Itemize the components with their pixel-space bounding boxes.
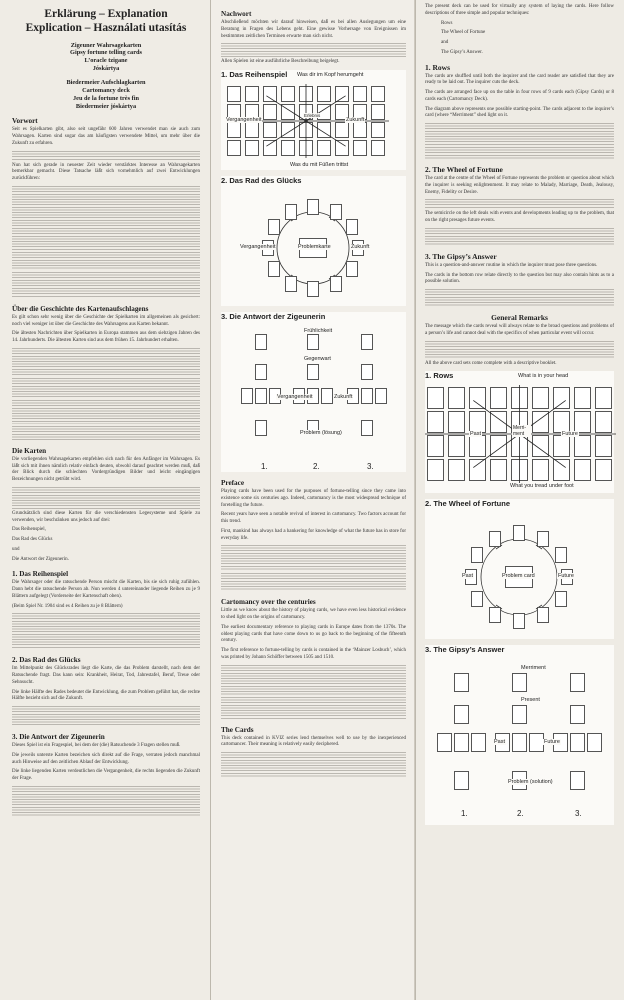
paragraph: Allen Spielen ist eine ausführliche Beschreibung beigelegt.: [221, 59, 340, 65]
number-2: 2.: [313, 462, 320, 471]
deck-name-2: Biedermeier Aufschlagkarten Cartomancy deck Jeu de la fortune très fin Biedermeier jóskártya: [66, 79, 146, 110]
card-slot: [268, 261, 280, 277]
paragraph: Nun hat sich gerade in neuester Zeit wieder verstärktes Interesse an Wahrsagekarten bemerkbar gemacht. Diese Tatsache läßt sich vornehmlich auf zwei Entwicklungen zurückführen:: [12, 162, 200, 182]
column-german-intro: [0, 0, 210, 1000]
label-right: Future: [562, 431, 578, 438]
card-slot: [513, 525, 525, 541]
heading-vorwort: Vorwort: [12, 117, 38, 126]
paragraph: The cards in the bottom row relate directly to the question but may also contain hints as to a possible solution.: [425, 272, 614, 285]
label-left: Past: [462, 573, 474, 580]
list-item: The Gipsy’s Answer.: [441, 49, 483, 55]
card-slot: [454, 705, 469, 724]
paragraph: This deck contained in KVIZ series lend themselves well to use by the inexperienced cartomancer. Their meaning is relatively easily deciphered.: [221, 735, 406, 748]
card-slot: [512, 673, 527, 692]
card-slot: [471, 547, 483, 563]
heading-centuries: Cartomancy over the centuries: [221, 598, 316, 607]
label-center: Problemkarte: [298, 244, 331, 250]
label-bottom: What you tread under foot: [510, 483, 574, 490]
card-slot: [307, 364, 319, 380]
paragraph: The message which the cards reveal will always relate to the broad questions and problems of a person’s life and cannot deal with the specifics of when particular event will occur.: [425, 324, 614, 336]
card-slot: [570, 673, 585, 692]
label-left: Vergangenheit: [240, 244, 276, 250]
list-item: und: [12, 546, 20, 552]
paragraph: The present deck can be used for virtually any system of laying the cards. Here follow descriptions of three simple and popular techniques:: [425, 4, 614, 16]
diagram-title: 1. Das Reihenspiel: [221, 70, 288, 79]
card-slot: [512, 733, 527, 752]
paragraph: Little as we know about the history of playing cards, we have even less historical evidence to shed light on the origins of cartomancy.: [221, 608, 406, 620]
card-slot: [361, 364, 373, 380]
paragraph: (Beim Spiel Nr. 1904 sind es 4 Reihen zu je 8 Blättern): [12, 603, 123, 609]
heading-reihenspiel: 1. Das Reihenspiel: [12, 570, 69, 579]
diagram-title: 2. The Wheel of Fortune: [425, 499, 511, 509]
paragraph: Die linke Hälfte des Rades bedeutet die Entwicklung, die zum Problem geführt hat, die rechte Hälfte bezieht sich auf die Zukunft.: [12, 689, 200, 702]
list-item: Die Antwort der Zigeunerin.: [12, 556, 69, 562]
heading-rows: 1. Rows: [425, 62, 451, 72]
heading-general: General Remarks: [491, 313, 548, 322]
paragraph: Die Wahrsager oder die ratsuchende Person mischt die Karten, bis sie sich ruhig zufühlen. Dann hebt die ratsuchende Person ab. Nun werden 4 untereinander liegende Reihen zu je 9 Blättern aufgelegt (Vorderseite der Kartenschaft oben).: [12, 580, 200, 599]
card-slot: [489, 531, 501, 547]
diagram-reihenspiel: [221, 70, 406, 170]
heading-preface: Preface: [221, 479, 245, 487]
card-slot: [321, 388, 333, 404]
card-slot: [587, 733, 602, 752]
card-slot: [454, 733, 469, 752]
card-slot: [454, 673, 469, 692]
label-left: Vergangenheit: [277, 394, 313, 400]
paragraph: Die linke liegenden Karten verdeutlichen die Vergangenheit, die rechts liegenden die Zukunft der Frage.: [12, 769, 200, 782]
paragraph: All the above card sets come complete with a descriptive booklet.: [425, 360, 557, 366]
column-german-diagrams: [210, 0, 415, 1000]
card-slot: [361, 388, 373, 404]
card-slot: [375, 388, 387, 404]
paragraph: Grundsätzlich sind diese Karten für die verschiedensten Legesysteme und Spiele zu verwenden, wir beschränken uns jedoch auf drei:: [12, 510, 200, 523]
label-top: Was dir im Kopf herumgeht: [297, 72, 364, 78]
number-1: 1.: [461, 809, 468, 819]
paragraph: This is a question-and-answer routine in which the inquirer must pose three questions.: [425, 262, 598, 268]
label-right: Future: [558, 573, 574, 580]
column-english: [415, 0, 624, 1000]
label-left: Past: [470, 431, 482, 438]
diagram-title: 1. Rows: [425, 371, 454, 381]
card-slot: [285, 276, 297, 292]
card-slot: [307, 334, 319, 350]
card-slot: [454, 771, 469, 790]
card-slot: [285, 204, 297, 220]
list-item: Das Reihenspiel,: [12, 527, 46, 533]
deck-name-1: Zigeuner Wahrsagekarten Gipsy fortune telling cards L’oracle tzigane Jóskártya: [70, 41, 142, 73]
card-slot: [471, 591, 483, 607]
paragraph: Dieses Spiel ist ein Fragespiel, bei dem der (die) Ratsuchende 3 Fragen stellen muß.: [12, 743, 181, 749]
paragraph: First, mankind has always had a hankering for knowledge of what the future has in store for everyday life.: [221, 528, 406, 541]
card-slot: [537, 531, 549, 547]
card-slot: [330, 204, 342, 220]
label-right: Future: [544, 739, 560, 746]
card-slot: [255, 420, 267, 436]
paragraph: Seit es Spielkarten gibt, also seit ungefähr 600 Jahren verwendet man sie auch zum Wahrsagen. Karten sind sogar das am häufigsten verwendete Mittel, um mehr über die Zukunft zu erfahren.: [12, 127, 200, 146]
heading-antwort: 3. Die Antwort der Zigeunerin: [12, 733, 105, 742]
paragraph: Es gilt schon sehr wenig über die Geschichte der Spielkarten im allgemeinen als gesichert: noch viel weniger ist über die Geschichte des Wahrsagens aus Karten bekannt.: [12, 314, 200, 327]
heading-karten: Die Karten: [12, 446, 47, 455]
paragraph: Recent years have seen a notable revival of interest in cartomancy. Two factors account for this trend.: [221, 512, 406, 524]
diagram-gipsys-answer: [425, 645, 614, 825]
label-mid: Present: [521, 697, 540, 704]
number-2: 2.: [517, 809, 524, 819]
paragraph: Die vorliegenden Wahrsagekarten empfehlen sich nach für den Anfänger im Wahrsagen. Es läßt sich mit ihnen nämlich relativ einfach deuten, obwohl darauf geachtet werden muß, daß der Blick durch die schlechten Vordergründigen Bilder und leicht eingängigen Bezeichnungen nicht getrübt wird.: [12, 456, 200, 483]
card-slot: [241, 388, 253, 404]
card-slot: [255, 364, 267, 380]
card-slot: [255, 334, 267, 350]
list-item: and: [441, 40, 449, 45]
number-3: 3.: [367, 462, 374, 471]
label-mid: Gegenwart: [304, 356, 331, 362]
number-1: 1.: [261, 462, 268, 471]
label-bottom: Was du mit Füßen trittst: [290, 162, 349, 168]
diagram-rows: [425, 371, 614, 493]
number-3: 3.: [575, 809, 582, 819]
heading-cards: The Cards: [221, 725, 254, 734]
card-slot: [437, 733, 452, 752]
list-item: Das Rad des Glücks: [12, 537, 53, 543]
paragraph: The semicircle on the left deals with events and developments leading up to the problem, that on the right presages future events.: [425, 211, 614, 223]
card-slot: [255, 388, 267, 404]
sheet-title-2: Explication – Használati utasítás: [25, 21, 187, 34]
list-item: The Wheel of Fortune: [441, 30, 486, 36]
card-slot: [268, 219, 280, 235]
paragraph: The cards are arranged face up on the table in four rows of 9 cards each (Gipsy Cards) or 8 cards each (Cartomancy Deck).: [425, 90, 614, 102]
heading-geschichte: Über die Geschichte des Kartenaufschlagens: [12, 304, 149, 313]
paragraph: Die ältesten Nachrichten über Spielkarten in Europa stammen aus dem siebzigen Jahren des 14. Jahrhunderts. Die ältesten Karten sind aus dem frühen 15. Jahrhundert erhalten.: [12, 331, 200, 344]
paragraph: The card at the centre of the Wheel of Fortune represents the problem or question about which the inquirer is seeking enlightenment. It may relate to Malady, Marriage, Death, Jealousy, Enemy, Fidelity or Desire.: [425, 176, 614, 195]
label-center: Merri-ment: [512, 425, 531, 437]
paragraph: Die jeweils unterste Karten bezeichen sich direkt auf die Frage, verraten jedoch manchmal auch Hinweise auf den zeitlichen Ablauf der Entwicklung.: [12, 752, 200, 765]
card-slot: [555, 547, 567, 563]
card-slot: [307, 281, 319, 297]
paragraph: The cards are shuffled until both the inquirer and the card reader are satisfied that they are ready to be laid out. The inquirer cuts the deck.: [425, 73, 614, 86]
card-slot: [537, 607, 549, 623]
label-right: Zukunft: [346, 117, 365, 123]
paragraph: Im Mittelpunkt des Glücksrades liegt die Karte, die das Problem darstellt, nach dem der Ratsuchende fragt. Das kann sein: Krankheit, Heirat, Tod, Jahrestafel, Beruf, Treue oder Sehnsucht.: [12, 666, 200, 685]
card-slot: [471, 733, 486, 752]
label-center: Erlebnis: [304, 113, 321, 118]
diagram-title: 3. The Gipsy’s Answer: [425, 645, 505, 655]
label-left: Vergangenheit: [226, 117, 262, 123]
paragraph: The first reference to fortune-telling by cards is contained in the ‘Mainzer Losbuch’, which was printed by Johann Schöffer between 1505 and 1510.: [221, 648, 406, 660]
card-slot: [361, 334, 373, 350]
fold-line: [415, 0, 416, 1000]
card-slot: [570, 733, 585, 752]
label-bottom: Problem (lösung): [300, 430, 342, 436]
label-top: Frühlichkeit: [304, 328, 333, 334]
fold-line: [210, 0, 211, 1000]
label-right: Zukunft: [334, 394, 353, 400]
heading-nachwort: Nachwort: [221, 10, 252, 18]
paragraph: The diagram above represents one possible starting-point. The cards adjacent to the inquirer’s card (where “Merriment” shed light on it.: [425, 106, 614, 119]
diagram-title: 3. Die Antwort der Zigeunerin: [221, 312, 326, 321]
card-slot: [555, 591, 567, 607]
diagram-rad-des-gluecks: [221, 176, 406, 306]
heading-rad: 2. Das Rad des Glücks: [12, 656, 81, 665]
label-top: What is in your head: [518, 373, 569, 380]
card-slot: [361, 420, 373, 436]
card-slot: [570, 705, 585, 724]
card-slot: [489, 607, 501, 623]
card-slot: [346, 261, 358, 277]
label-right: Zukunft: [351, 244, 370, 250]
diagram-antwort: [221, 312, 406, 472]
heading-wheel: 2. The Wheel of Fortune: [425, 165, 503, 174]
card-slot: [513, 613, 525, 629]
label-center: Problem card: [502, 573, 535, 580]
heading-gipsy: 3. The Gipsy’s Answer: [425, 251, 497, 261]
label-left: Past: [494, 739, 506, 746]
card-slot: [330, 276, 342, 292]
list-item: Rows: [441, 20, 453, 26]
card-slot: [512, 705, 527, 724]
paragraph: Abschließend möchten wir darauf hinweisen, daß es bei allen Auslegungen um eine Beratung in Fragen des Lebens geht. Eine gewisse Vorhersage von Ereignissen im bestimmten zeitlichen Terminen erwarte man sich nicht.: [221, 20, 406, 39]
card-slot: [570, 771, 585, 790]
paragraph: The earliest documentary reference to playing cards in Europe dates from the 1370s. The oldest playing cards that have come down to us go back to the beginning of the fifteenth century.: [221, 624, 406, 644]
diagram-wheel-of-fortune: [425, 499, 614, 639]
card-slot: [529, 733, 544, 752]
card-slot: [307, 199, 319, 215]
card-slot: [346, 219, 358, 235]
label-bottom: Problem (solution): [508, 779, 553, 786]
label-top: Merriment: [521, 665, 546, 672]
paragraph: Playing cards have been used for the purposes of fortune-telling since they came into existence some six centuries ago. Indeed, cartomancy is the most widespread technique of foretelling the future.: [221, 489, 406, 508]
sheet-title: Erklärung – Explanation: [44, 8, 168, 20]
diagram-title: 2. Das Rad des Glücks: [221, 176, 302, 185]
